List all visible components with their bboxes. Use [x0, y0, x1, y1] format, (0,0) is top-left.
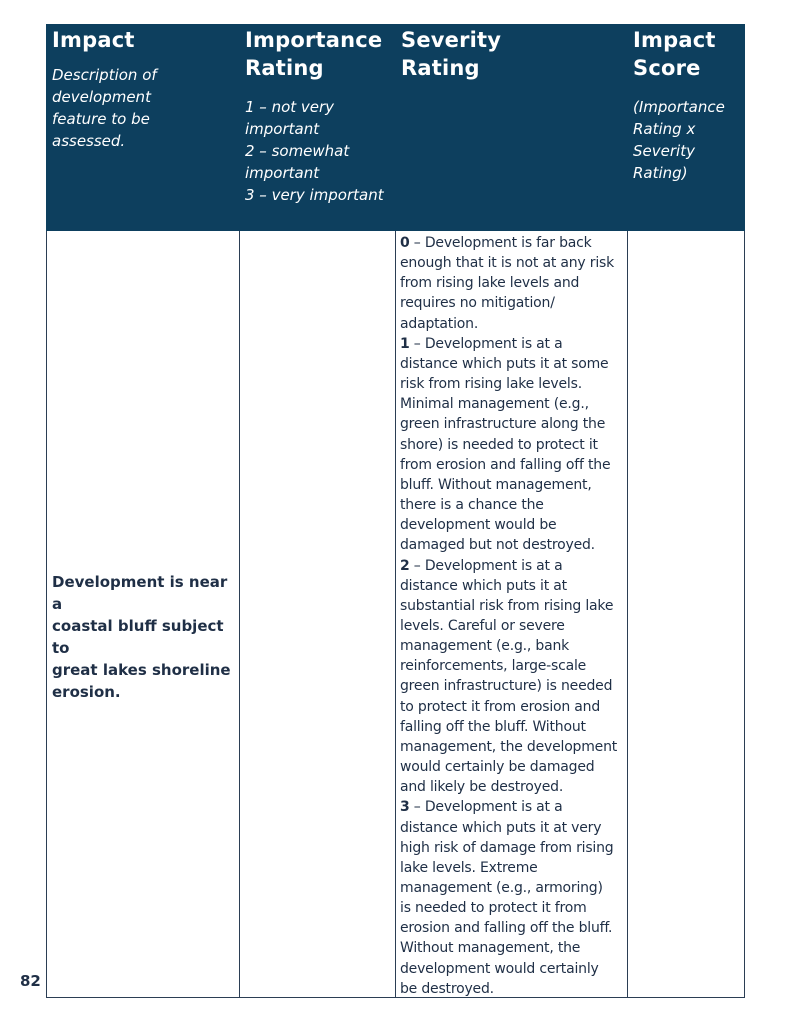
table-row [46, 231, 745, 998]
impact-assessment-table [46, 24, 745, 998]
header-score-desc-line: (Importance [633, 98, 725, 116]
impact-description-line: Development is near a [52, 573, 228, 613]
severity-level-line: from erosion and falling off the [400, 456, 611, 473]
header-impact-title: Impact [52, 28, 135, 52]
severity-level-line: there is a chance the [400, 497, 544, 514]
severity-level-line: damaged but not destroyed. [400, 537, 595, 554]
header-impact-desc [52, 64, 233, 152]
severity-level-number: 0 [400, 235, 410, 251]
severity-level-1 [400, 334, 630, 354]
severity-level-line: be destroyed. [400, 980, 494, 997]
impact-description-line: coastal bluff subject to [52, 617, 224, 657]
severity-level-text: – Development is at a [409, 335, 563, 352]
severity-level-line: development would be [400, 517, 557, 534]
severity-level-line: falling off the bluff. Without [400, 718, 586, 735]
severity-level-line: requires no mitigation/ [400, 295, 555, 312]
header-impact-desc-line: assessed. [52, 132, 126, 150]
header-score-desc-line: Severity [633, 142, 695, 160]
severity-level-line: reinforcements, large-scale [400, 658, 587, 675]
severity-level-line: and likely be destroyed. [400, 779, 564, 796]
severity-level-line: enough that it is not at any risk [400, 255, 615, 272]
severity-level-line: to protect it from erosion and [400, 698, 601, 715]
severity-level-text: – Development is far back [409, 235, 592, 251]
header-importance-desc [245, 96, 389, 206]
header-impact [46, 24, 239, 231]
severity-level-line: green infrastructure) is needed [400, 678, 613, 695]
header-score-title [633, 26, 739, 82]
header-impact-desc-line: development [52, 88, 151, 106]
header-score-title-line: Impact [633, 28, 716, 52]
severity-level-line: management (e.g., armoring) [400, 880, 603, 896]
header-importance-title-line: Rating [245, 56, 324, 80]
header-importance-desc-line: important [245, 120, 320, 138]
severity-rating-text [400, 233, 630, 999]
severity-level-number: 3 [400, 799, 410, 816]
severity-level-text: – Development is at a [409, 799, 563, 816]
header-importance [239, 24, 395, 231]
header-importance-title [245, 26, 389, 82]
severity-level-line: bluff. Without management, [400, 476, 592, 493]
severity-level-line: lake levels. Extreme [400, 859, 538, 876]
severity-level-line: Minimal management (e.g., [400, 396, 589, 413]
header-importance-title-line: Importance [245, 28, 383, 52]
header-severity-title-line: Rating [401, 56, 480, 80]
header-importance-desc-line: 3 – very important [245, 186, 384, 204]
header-score-desc [633, 96, 739, 184]
severity-level-number: 1 [400, 335, 410, 352]
severity-level-line: distance which puts it at [400, 577, 567, 594]
severity-level-line: adaptation. [400, 315, 479, 332]
impact-description-line: great lakes shoreline [52, 661, 231, 679]
impact-description-line: erosion. [52, 683, 121, 701]
severity-level-line: development would certainly [400, 960, 599, 977]
header-score-desc-line: Rating) [633, 164, 688, 182]
severity-level-number: 2 [400, 557, 410, 574]
page-number: 82 [20, 972, 41, 990]
severity-level-3 [400, 797, 630, 817]
severity-level-text: – Development is at a [409, 557, 563, 574]
header-score [627, 24, 745, 231]
severity-level-line: levels. Careful or severe [400, 617, 565, 634]
header-score-title-line: Score [633, 56, 701, 80]
severity-level-line: management, the development [400, 738, 618, 755]
severity-level-2 [400, 556, 630, 576]
header-severity-title [401, 26, 621, 82]
impact-description [52, 571, 240, 703]
header-severity [395, 24, 627, 231]
severity-level-line: distance which puts it at some [400, 355, 609, 372]
severity-level-line: would certainly be damaged [400, 759, 595, 776]
header-impact-desc-line: Description of [52, 66, 157, 84]
header-score-desc-line: Rating x [633, 120, 696, 138]
severity-level-line: green infrastructure along the [400, 416, 606, 433]
severity-level-line: high risk of damage from rising [400, 839, 614, 856]
header-importance-desc-line: 2 – somewhat [245, 142, 350, 160]
severity-level-line: management (e.g., bank [400, 638, 570, 655]
severity-level-line: shore) is needed to protect it [400, 436, 598, 453]
severity-level-line: from rising lake levels and [400, 275, 580, 292]
severity-level-line: risk from rising lake levels. [400, 376, 582, 393]
header-impact-desc-line: feature to be [52, 110, 150, 128]
table-header [46, 24, 745, 231]
severity-level-0 [400, 233, 630, 253]
severity-level-line: distance which puts it at very [400, 819, 602, 836]
column-divider [395, 231, 396, 997]
severity-level-line: substantial risk from rising lake [400, 597, 614, 614]
severity-level-line: Without management, the [400, 940, 581, 957]
header-severity-title-line: Severity [401, 28, 502, 52]
header-importance-desc-line: important [245, 164, 320, 182]
header-importance-desc-line: 1 – not very [245, 98, 335, 116]
severity-level-line: is needed to protect it from [400, 900, 587, 917]
severity-level-line: erosion and falling off the bluff. [400, 920, 613, 937]
